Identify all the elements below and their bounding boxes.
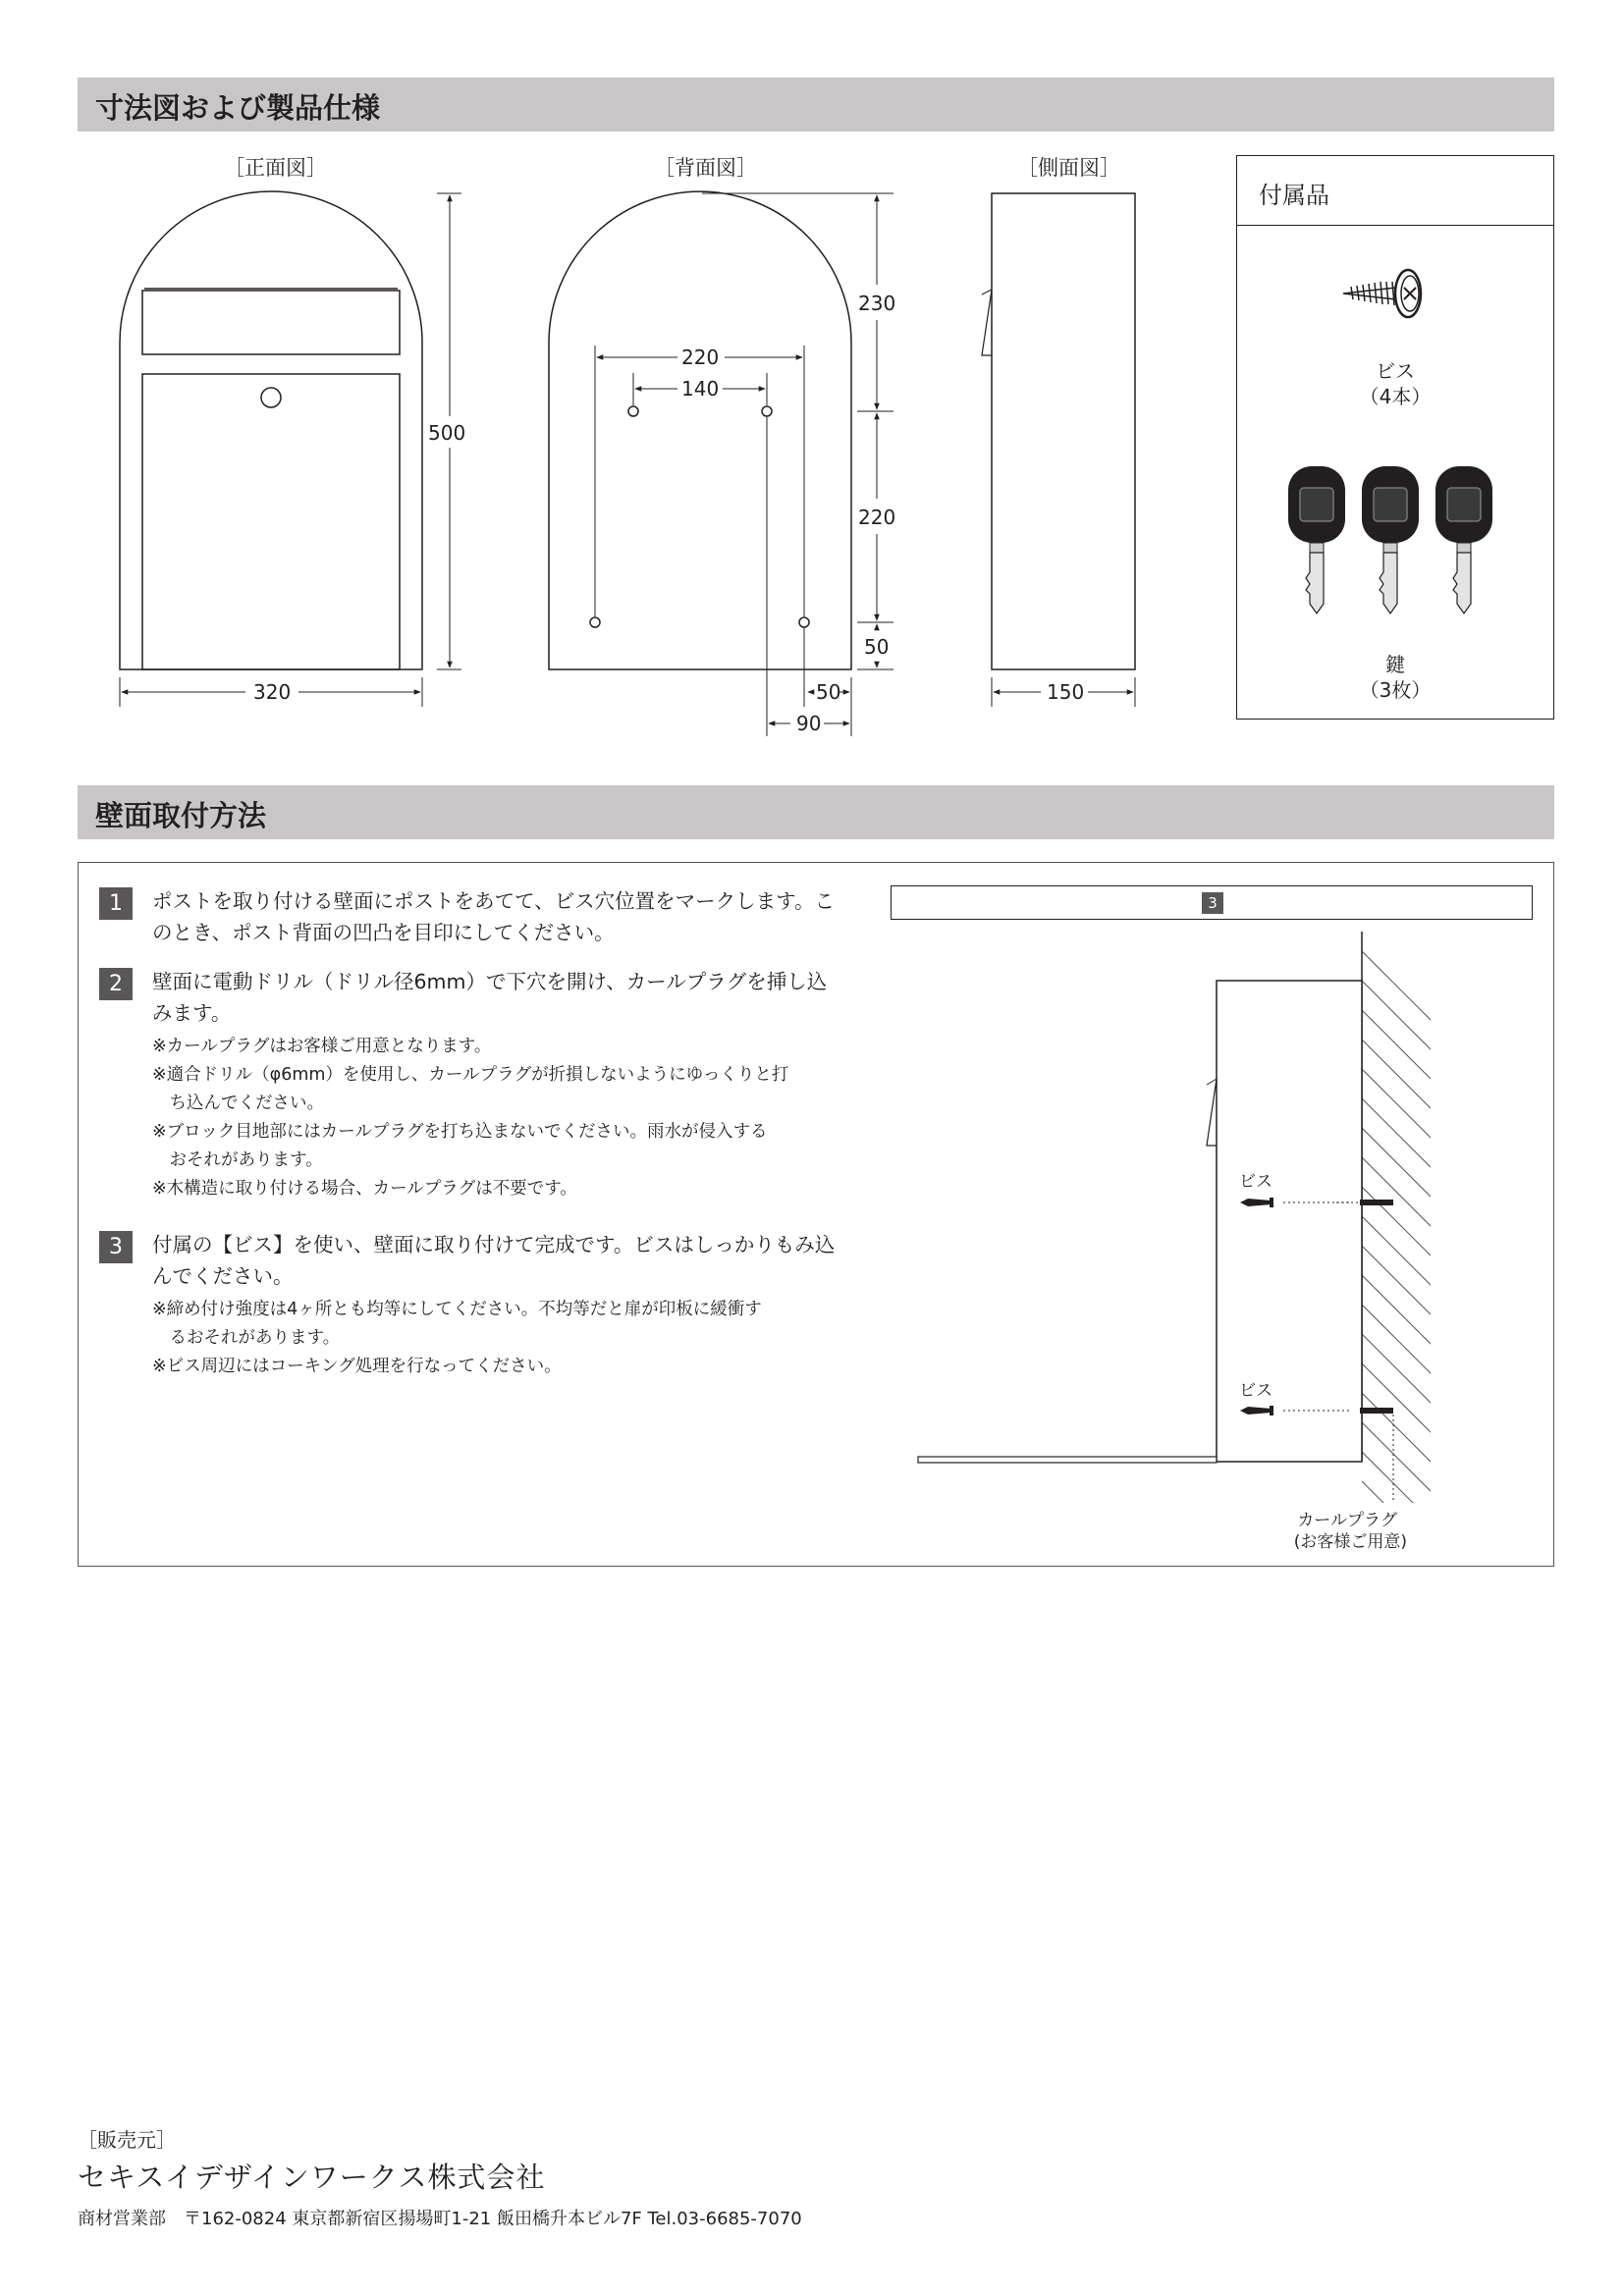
- front-door: [142, 374, 400, 669]
- accessories-title: 付属品: [1259, 182, 1329, 209]
- key-icons: [1286, 466, 1512, 623]
- dim-back-top: 230: [858, 292, 896, 315]
- dim-edge-50: 50: [816, 680, 841, 704]
- dim-height: 500: [428, 421, 466, 445]
- back-body-outline: [549, 191, 851, 669]
- key-icon: [1288, 466, 1345, 614]
- front-lock: [261, 388, 281, 407]
- front-mail-slot: [142, 291, 400, 354]
- step-number: 1: [99, 887, 133, 920]
- dim-depth: 150: [1047, 680, 1085, 704]
- accessories-box: [1236, 155, 1554, 720]
- screw-upper-label: ビス: [1239, 1172, 1272, 1192]
- section-title: 寸法図および製品仕様: [95, 91, 381, 125]
- mounting-steps-box: [78, 862, 1554, 1567]
- seller-company: セキスイデザインワークス株式会社: [78, 2161, 546, 2194]
- dim-back-bottom: 50: [864, 635, 890, 659]
- section-header-mounting: [78, 785, 1554, 839]
- step-2-text: 壁面に電動ドリル（ドリル径6mm）で下穴を開け、カールプラグを挿し込 みます。: [152, 970, 828, 1025]
- step-2-notes: ※カールプラグはお客様ご用意となります。 ※適合ドリル（φ6mm）を使用し、カールプラグが折損しないようにゆっくりと打 ち込んでください。 ※ブロック目地部にはカールプラグを打ち込まないでください。雨水が侵入する おそれがあります。 ※木構造に取り付ける場合、カールプラグは不要です。: [152, 1037, 789, 1199]
- side-flap: [982, 290, 992, 355]
- dim-width: 320: [253, 680, 292, 704]
- screw-qty: （4本）: [1359, 385, 1432, 408]
- dim-hole-outer: 220: [681, 346, 720, 369]
- front-body-outline: [120, 191, 422, 669]
- mount-hole: [590, 617, 600, 627]
- screw-label: ビス: [1376, 359, 1415, 383]
- side-body-outline: [992, 193, 1135, 669]
- diagram-3-header: [891, 885, 1533, 920]
- key-label: 鍵: [1385, 653, 1405, 676]
- step-1-text: ポストを取り付ける壁面にポストをあてて、ビス穴位置をマークします。こ のとき、ポスト背面の凹凸を目印にしてください。: [152, 889, 835, 944]
- plug-label: カールプラグ: [1297, 1511, 1397, 1530]
- wall-mounting-diagram: [891, 932, 1539, 1560]
- dim-hole-inner: 140: [681, 377, 720, 400]
- side-view-label: ［側面図］: [1017, 156, 1120, 180]
- front-view-label: ［正面図］: [224, 156, 327, 180]
- screw-icon: [1335, 260, 1453, 319]
- seller-label: ［販売元］: [78, 2128, 176, 2152]
- mount-hole: [628, 406, 638, 416]
- plug-note: (お客様ご用意): [1293, 1532, 1407, 1552]
- diagram-3-badge: 3: [1202, 892, 1223, 914]
- screw-lower-label: ビス: [1239, 1381, 1272, 1401]
- ground-line: [918, 1457, 1217, 1463]
- dim-back-middle: 220: [858, 506, 896, 529]
- mount-hole: [799, 617, 809, 627]
- section-title: 壁面取付方法: [95, 799, 267, 832]
- key-icon: [1435, 466, 1492, 614]
- back-view-label: ［背面図］: [654, 156, 757, 180]
- accessories-header: [1237, 156, 1553, 226]
- step-3-notes: ※締め付け強度は4ヶ所とも均等にしてください。不均等だと扉が印板に緩衝す るおそれがあります。 ※ビス周辺にはコーキング処理を行なってください。: [152, 1300, 762, 1376]
- step-number: 3: [99, 1231, 133, 1263]
- key-qty: （3枚）: [1359, 678, 1432, 702]
- dim-edge-90: 90: [796, 712, 822, 735]
- step-3-text: 付属の【ビス】を使い、壁面に取り付けて完成です。ビスはしっかりもみ込 んでください。: [152, 1233, 836, 1288]
- step-number: 2: [99, 968, 133, 1000]
- mount-hole: [762, 406, 772, 416]
- key-icon: [1362, 466, 1419, 614]
- seller-address: 商材営業部 〒162-0824 東京都新宿区揚場町1-21 飯田橋升本ビル7F Tel.03-6685-7070: [78, 2209, 802, 2229]
